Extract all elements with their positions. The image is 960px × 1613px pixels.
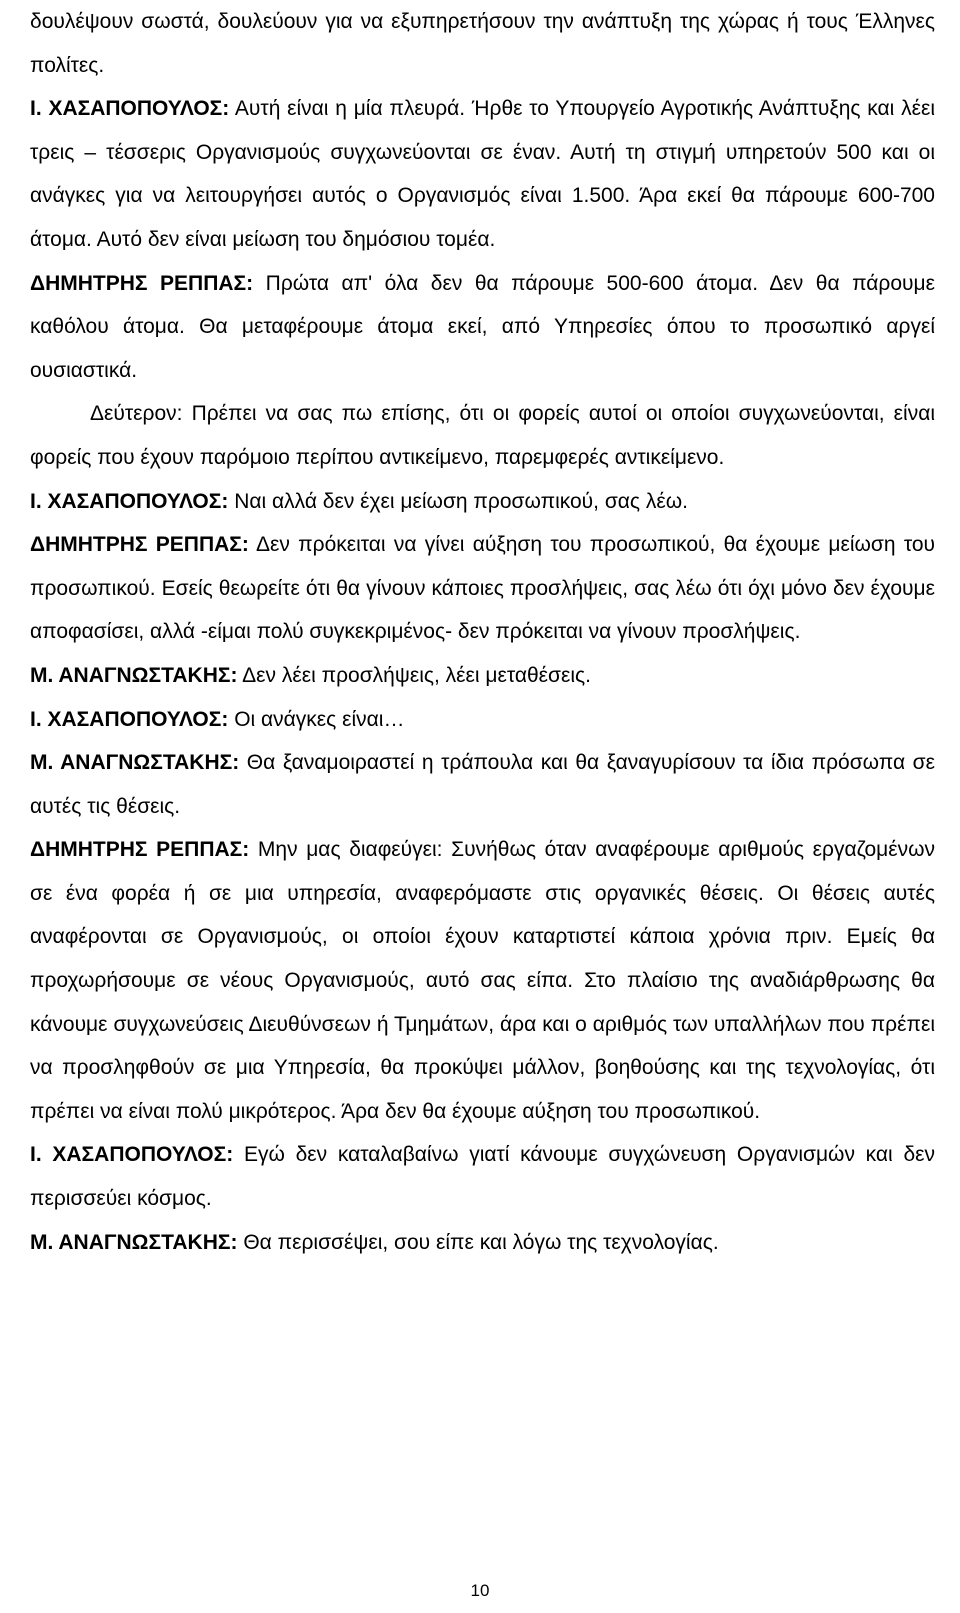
paragraph-4 — [30, 392, 935, 479]
speaker-name: Μ. ΑΝΑΓΝΩΣΤΑΚΗΣ: — [30, 663, 238, 687]
paragraph-text: Θα ξαναμοιραστεί η τράπουλα και θα ξαναγυρίσουν τα ίδια πρόσωπα σε αυτές τις θέσεις. — [30, 751, 935, 818]
paragraph-5 — [30, 480, 935, 524]
paragraph-9 — [30, 741, 935, 828]
paragraph-text: Ναι αλλά δεν έχει μείωση προσωπικού, σας λέω. — [234, 489, 688, 513]
paragraph-text: δουλέψουν σωστά, δουλεύουν για να εξυπηρετήσουν την ανάπτυξη της χώρας ή τους Έλληνες πολίτες. — [30, 10, 935, 77]
page-number: 10 — [470, 1581, 490, 1600]
speaker-name: ΔΗΜΗΤΡΗΣ ΡΕΠΠΑΣ: — [30, 838, 250, 862]
paragraph-text: Θα περισσέψει, σου είπε και λόγω της τεχνολογίας. — [243, 1230, 719, 1254]
speaker-name: Μ. ΑΝΑΓΝΩΣΤΑΚΗΣ: — [30, 1230, 238, 1254]
paragraph-1 — [30, 0, 935, 87]
speaker-name: Ι. ΧΑΣΑΠΟΠΟΥΛΟΣ: — [30, 707, 229, 731]
speaker-name: Ι. ΧΑΣΑΠΟΠΟΥΛΟΣ: — [30, 1143, 234, 1167]
speaker-name: ΔΗΜΗΤΡΗΣ ΡΕΠΠΑΣ: — [30, 271, 254, 295]
paragraph-11 — [30, 1133, 935, 1220]
paragraph-text: Δεν πρόκειται να γίνει αύξηση του προσωπικού, θα έχουμε μείωση του προσωπικού. Εσείς θεωρείτε ότι θα γίνουν κάποιες προσλήψεις, σας λέω ότι όχι μόνο δεν έχουμε αποφασίσει, αλλά -είμαι πολύ συγκεκριμένος- δεν πρόκειται να γίνουν προσλήψεις. — [30, 533, 935, 644]
paragraph-3 — [30, 262, 935, 393]
paragraph-6 — [30, 523, 935, 654]
paragraph-text: Πρώτα απ' όλα δεν θα πάρουμε 500-600 άτομα. Δεν θα πάρουμε καθόλου άτομα. Θα μεταφέρουμε άτομα εκεί, από Υπηρεσίες όπου το προσωπικό αργεί ουσιαστικά. — [30, 271, 935, 382]
paragraph-10 — [30, 828, 935, 1133]
paragraph-12 — [30, 1221, 935, 1265]
paragraph-7 — [30, 654, 935, 698]
paragraph-text: Δεύτερον: Πρέπει να σας πω επίσης, ότι οι φορείς αυτοί οι οποίοι συγχωνεύονται, είναι φορείς που έχουν παρόμοιο περίπου αντικείμενο, παρεμφερές αντικείμενο. — [30, 402, 935, 469]
paragraph-8 — [30, 698, 935, 742]
speaker-name: ΔΗΜΗΤΡΗΣ ΡΕΠΠΑΣ: — [30, 533, 249, 557]
speaker-name: Ι. ΧΑΣΑΠΟΠΟΥΛΟΣ: — [30, 97, 230, 121]
document-page — [30, 0, 935, 1264]
paragraph-text: Αυτή είναι η μία πλευρά. Ήρθε το Υπουργείο Αγροτικής Ανάπτυξης και λέει τρεις – τέσσερις Οργανισμούς συγχωνεύονται σε έναν. Αυτή τη στιγμή υπηρετούν 500 και οι ανάγκες για να λειτουργήσει αυτός ο Οργανισμός είναι 1.500. Άρα εκεί θα πάρουμε 600-700 άτομα. Αυτό δεν είναι μείωση του δημόσιου τομέα. — [30, 97, 935, 251]
paragraph-text: Εγώ δεν καταλαβαίνω γιατί κάνουμε συγχώνευση Οργανισμών και δεν περισσεύει κόσμος. — [30, 1143, 935, 1211]
paragraph-text: Μην μας διαφεύγει: Συνήθως όταν αναφέρουμε αριθμούς εργαζομένων σε ένα φορέα ή σε μια υπηρεσία, αναφερόμαστε στις οργανικές θέσεις. Οι θέσεις αυτές αναφέρονται σε Οργανισμούς, οι οποίοι έχουν καταρτιστεί κάποια χρόνια πριν. Εμείς θα προχωρήσουμε σε νέους Οργανισμούς, αυτό σας είπα. Στο πλαίσιο της αναδιάρθρωσης θα κάνουμε συγχωνεύσεις Διευθύνσεων ή Τμημάτων, άρα και ο αριθμός των υπαλλήλων που πρέπει να προσληφθούν σε μια Υπηρεσία, θα προκύψει μάλλον, βοηθούσης και της τεχνολογίας, ότι πρέπει να είναι πολύ μικρότερος. Άρα δεν θα έχουμε αύξηση του προσωπικού. — [30, 838, 936, 1123]
paragraph-2 — [30, 87, 935, 261]
paragraph-text: Δεν λέει προσλήψεις, λέει μεταθέσεις. — [242, 663, 591, 687]
speaker-name: Μ. ΑΝΑΓΝΩΣΤΑΚΗΣ: — [30, 751, 240, 775]
speaker-name: Ι. ΧΑΣΑΠΟΠΟΥΛΟΣ: — [30, 489, 229, 513]
paragraph-text: Οι ανάγκες είναι… — [234, 707, 405, 731]
